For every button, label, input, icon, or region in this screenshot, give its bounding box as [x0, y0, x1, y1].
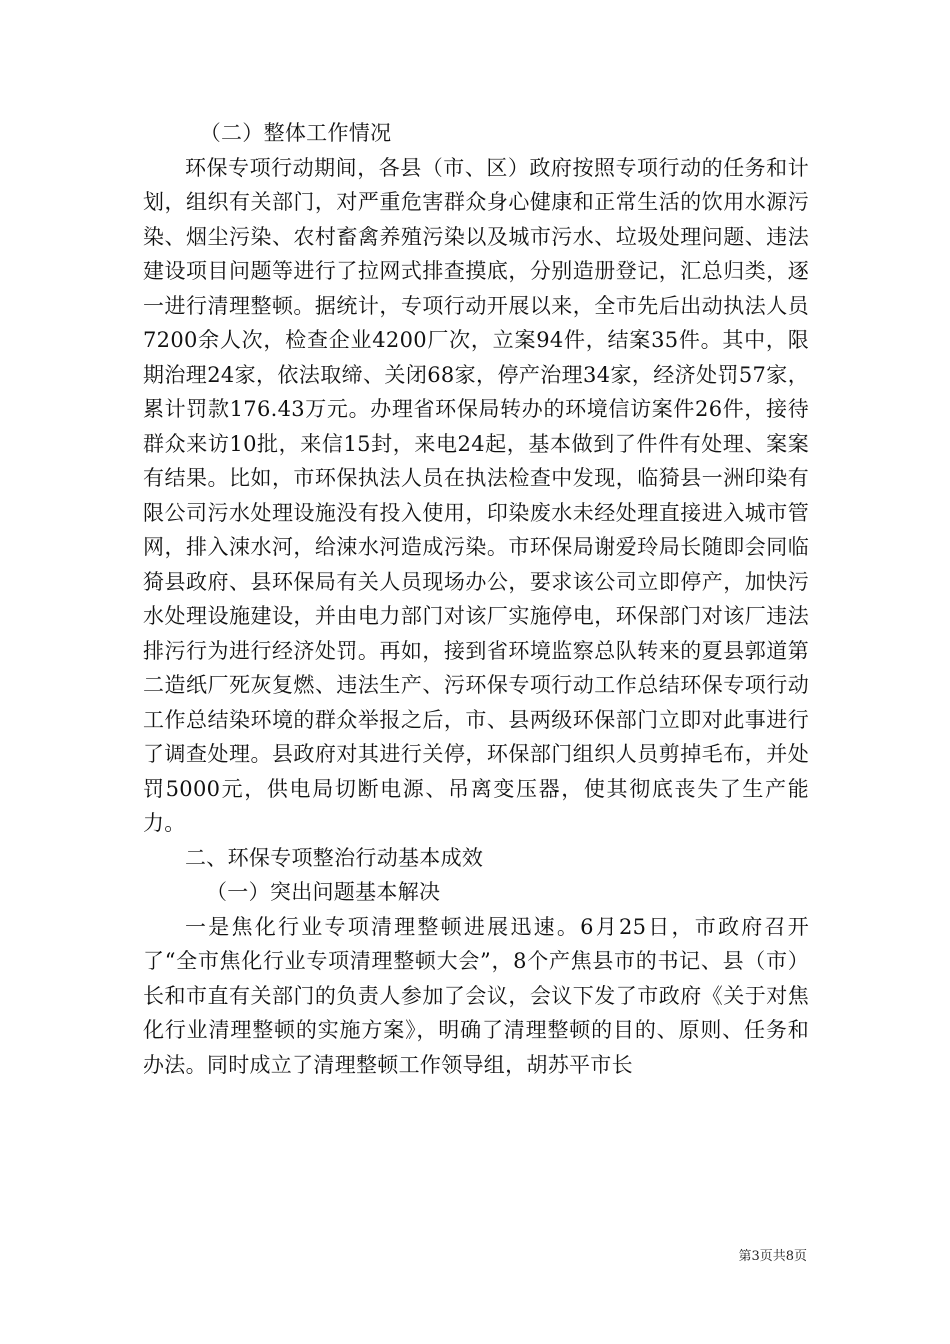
page-number: 第3页共8页	[738, 1249, 807, 1264]
section-heading-basic-results: 二、环保专项整治行动基本成效	[185, 845, 484, 870]
section-heading-problems-solved: （一）突出问题基本解决	[206, 880, 441, 904]
document-body	[143, 116, 809, 1082]
paragraph-coking-industry: 一是焦化行业专项清理整顿进展迅速。6月25日，市政府召开了“全市焦化行业专项清理整顿大会”，8个产焦县市的书记、县（市）长和市直有关部门的负责人参加了会议，会议下发了市政府《关于对焦化行业清理整顿的实施方案》，明确了清理整顿的目的、原则、任务和办法。同时成立了清理整顿工作领导组，胡苏平市长	[143, 914, 809, 1077]
paragraph-overall-work: 环保专项行动期间，各县（市、区）政府按照专项行动的任务和计划，组织有关部门，对严重危害群众身心健康和正常生活的饮用水源污染、烟尘污染、农村畜禽养殖污染以及城市污水、垃圾处理问题、违法建设项目问题等进行了拉网式排查摸底，分别造册登记，汇总归类，逐一进行清理整顿。据统计，专项行动开展以来，全市先后出动执法人员7200余人次，检查企业4200厂次，立案94件，结案35件。其中，限期治理24家，依法取缔、关闭68家，停产治理34家，经济处罚57家，累计罚款176.43万元。办理省环保局转办的环境信访案件26件，接待群众来访10批，来信15封，来电24起，基本做到了件件有处理、案案有结果。比如，市环保执法人员在执法检查中发现，临猗县一洲印染有限公司污水处理设施没有投入使用，印染废水未经处理直接进入城市管网，排入涑水河，给涑水河造成污染。市环保局谢爱玲局长随即会同临猗县政府、县环保局有关人员现场办公，要求该公司立即停产，加快污水处理设施建设，并由电力部门对该厂实施停电，环保部门对该厂违法排污行为进行经济处罚。再如，接到省环境监察总队转来的夏县郭道第二造纸厂死灰复燃、违法生产、污环保专项行动工作总结环保专项行动工作总结染环境的群众举报之后，市、县两级环保部门立即对此事进行了调查处理。县政府对其进行关停，环保部门组织人员剪掉毛布，并处罚5000元，供电局切断电源、吊离变压器，使其彻底丧失了生产能力。	[143, 155, 809, 835]
section-heading-overall-work: （二）整体工作情况	[199, 121, 392, 145]
